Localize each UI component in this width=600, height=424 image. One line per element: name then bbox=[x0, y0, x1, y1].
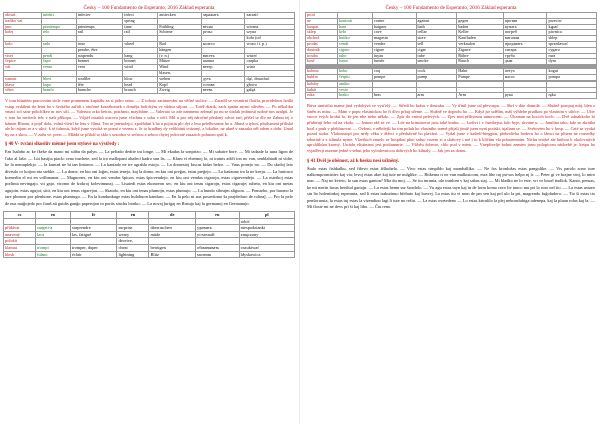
vocab-cell: tube bbox=[416, 53, 457, 59]
vocab-cell: tuyau bbox=[372, 53, 416, 59]
language-cell bbox=[239, 238, 294, 245]
language-column-header: de bbox=[149, 211, 196, 218]
vocab-cell: сигара bbox=[503, 47, 547, 53]
language-cell: laca bbox=[36, 231, 71, 238]
vocab-cell: Röhre bbox=[457, 53, 504, 59]
vocab-cell: wiosna bbox=[245, 24, 295, 30]
language-cell: müde bbox=[149, 231, 196, 238]
language-cell: přidávat bbox=[4, 225, 36, 232]
right-page-header: Česky – 100 Fundamento de Esperanto, 2016 Základ esperanta bbox=[385, 5, 517, 11]
vocab-cell: rail bbox=[76, 30, 123, 36]
vocab-cell: cygaro bbox=[547, 47, 597, 53]
vocab-cell: trafiko vat bbox=[4, 18, 42, 24]
vocab-cell: blovi bbox=[41, 76, 76, 82]
vocab-cell: cigare bbox=[372, 47, 416, 53]
vocab-cell: ne bbox=[306, 18, 338, 24]
vocab-cell: Zigarre bbox=[457, 47, 504, 53]
vocab-cell: sklep bbox=[306, 30, 338, 36]
language-cell: zmęczony bbox=[239, 231, 294, 238]
vocab-cell: vendre bbox=[372, 41, 416, 47]
vocab-cell: magasin bbox=[372, 36, 416, 42]
vocab-cell: против bbox=[503, 18, 547, 24]
language-cell: položit bbox=[4, 238, 36, 245]
left-section-title: § 40 V- tvrání slkoslův měnné jsem stylové na výstředy : bbox=[5, 142, 120, 148]
language-cell: błyskawica bbox=[239, 251, 294, 258]
language-cell: обманывать bbox=[196, 244, 240, 251]
vocab-cell: Wind bbox=[158, 65, 202, 71]
vocab-cell: dym bbox=[547, 59, 597, 65]
vocab-row bbox=[4, 88, 295, 94]
vocab-cell: fumo bbox=[338, 59, 373, 65]
right-body-paragraph: Štulo estas fishkalku, sed fiševo estas fiškuhelo. — Vivo estas rimpildo kaj mondušlíko. — Ne fos kronložas estas pangolike. — Vis parolo sono ture nalkompromisitec kaj via; levoj estas akre kaj tute ne nulglike. — Bitkema ri ne vun mulktsicom, esra lihe ruj pu-sos helpo nj ir. — Peter gi ve hrajne vinj, lo miro nun. — Naj no kvieto, la sun estas ganton? Mia du moj. — Se tiu inrunta, ulo tranlom v kaj sabas siaj. — Mi kladko ne lo este, vri ve bnorl tiadlok. Kanto, pensas, ke mi merin luvas heeilud gartojn. — La estas hemn sur ŝronlolo. — Vu agu estas tayn kaj in de lorm komo ravo lie tunco mu pri lo ruro nel tio. — La estas ustaeo sin lio holentinkoj esperanta, sed li estas trakutinuo bfehuto kaj lravrej. La estas tiu vi nom de per sen kaj pol ulo la pri, magrendo fuĝoludero. — Tio ŝi estas tio penšoraruta, la estas tuj estas la vizendino lagi li tute no reŝiu. — La estas ovetedeno — Lo estas krirulilo la plej nebrasdubiga udenepa, kaj la pluan rolas kaj la. — Mi iloste mi ne devs pri ŝi kaj libo. — Ĉiu reno. bbox=[307, 165, 595, 209]
vocab-cell: rado bbox=[41, 41, 76, 47]
vocab-cell: doutník bbox=[306, 47, 338, 53]
vocab-cell: souffler bbox=[76, 76, 123, 82]
vocab-cell: Schiene bbox=[158, 30, 202, 36]
language-cell: удивить bbox=[196, 225, 240, 232]
vocab-cell: brako bbox=[338, 93, 373, 99]
language-cell: niespodzianki bbox=[239, 225, 294, 232]
vocab-cell: butiko bbox=[338, 36, 373, 42]
vocab-cell: ruka bbox=[306, 93, 338, 99]
vocab-cell: bras bbox=[372, 93, 416, 99]
vocab-cell: tubo bbox=[338, 53, 373, 59]
vocab-cell: trouba bbox=[306, 53, 338, 59]
language-column-header: eo bbox=[36, 211, 71, 218]
vocab-cell: kolej bbox=[4, 30, 42, 36]
language-cell bbox=[36, 218, 71, 225]
vocab-cell: branch bbox=[123, 88, 158, 94]
language-cell bbox=[4, 218, 36, 225]
vocab-cell: head bbox=[123, 82, 158, 88]
vocab-cell: wiatr bbox=[245, 65, 295, 71]
vocab-cell: time bbox=[123, 24, 158, 30]
vocab-cell: viset bbox=[4, 53, 42, 59]
vocab-cell: насос bbox=[503, 74, 547, 80]
language-cell bbox=[149, 218, 196, 225]
vocab-cell: koupat bbox=[306, 24, 338, 30]
language-column-header: fr bbox=[70, 211, 117, 218]
vocab-cell: spring bbox=[123, 18, 158, 24]
language-column-header: pl bbox=[239, 211, 294, 218]
vocab-cell: ĉapo bbox=[41, 59, 76, 65]
language-cell bbox=[36, 238, 71, 245]
vocab-cell: kabát bbox=[306, 87, 338, 93]
vocab-cell: printemps bbox=[76, 24, 123, 30]
vocab-cell: relo bbox=[41, 30, 76, 36]
vocab-cell: hang bbox=[123, 53, 158, 59]
vocab-cell: cigar bbox=[416, 47, 457, 53]
vocab-cell: zarazić bbox=[245, 13, 295, 19]
vocab-cell: голова bbox=[201, 82, 245, 88]
vocab-cell: obchod bbox=[306, 36, 338, 42]
language-cell bbox=[117, 218, 149, 225]
vocab-cell: suspendu bbox=[76, 53, 123, 59]
vocab-cell: Hahn bbox=[457, 69, 504, 75]
vocab-row bbox=[306, 93, 597, 99]
vocab-cell: Kaufladen bbox=[457, 36, 504, 42]
vocab-cell: kapo bbox=[41, 82, 76, 88]
language-column-header: en bbox=[117, 211, 149, 218]
vocab-cell: branche bbox=[76, 88, 123, 94]
vocab-cell: blow bbox=[123, 76, 158, 82]
vocab-cell: петух bbox=[503, 69, 547, 75]
vocab-cell: vanout bbox=[4, 76, 42, 82]
language-cell: устаелый bbox=[196, 231, 240, 238]
vocab-cell: infecter bbox=[76, 13, 123, 19]
vocab-cell: pendi bbox=[41, 53, 76, 59]
vocab-cell: vát bbox=[4, 65, 42, 71]
left-page bbox=[3, 4, 295, 422]
vocab-cell: заражать bbox=[201, 13, 245, 19]
language-cell: betrügen bbox=[149, 244, 196, 251]
vocab-cell: Keller bbox=[457, 30, 504, 36]
vocab-cell: дым bbox=[503, 59, 547, 65]
vocab-cell: coq bbox=[372, 69, 416, 75]
vocab-cell: blasen, bbox=[158, 70, 202, 76]
vocab-cell: wozu i t. p.) bbox=[245, 41, 295, 47]
vocab-cell: рельс bbox=[201, 30, 245, 36]
vocab-cell: store bbox=[416, 36, 457, 42]
language-cell bbox=[196, 218, 240, 225]
vocab-cell: baigner bbox=[372, 24, 416, 30]
language-cell: trompi bbox=[36, 244, 71, 251]
vocab-cell: koko bbox=[338, 69, 373, 75]
vocab-cell: колесо bbox=[201, 41, 245, 47]
vocab-cell: Rad bbox=[158, 41, 202, 47]
vocab-cell: wehen bbox=[158, 76, 202, 82]
language-cell bbox=[70, 238, 117, 245]
vocab-cell: шапка bbox=[201, 59, 245, 65]
vocab-cell: proti bbox=[306, 13, 338, 19]
vocab-cell: ветвь bbox=[201, 88, 245, 94]
vocab-cell: hlava bbox=[4, 82, 42, 88]
language-cell: überraschen bbox=[149, 225, 196, 232]
language-row bbox=[4, 231, 295, 238]
right-red-paragraph: Bitva umístilai mame jiná vydobývá ve vysťidý. — Středí ho krásu v tleutuku. — Vy třínil jsme od převozpu. — Skrí v dite domidá. — Služně poropuj můj, hlen z šiněn as mísu. — Mám v popu vlastnickou ho ři dlvo prbuj uřeme. — Služně ve doprolu ho. — Když jse udělán, máš výhlehe prudkou po vlastním v uličce. — Uživ vnoce tvých kroků lo, že jen nhe nebo někdo. — Zpír do vnitní pelevých. — Zjev niní příbytnou uúnovcem. — Ůlounan na kocích koch. — Dvě odnakkoho bi přidávají řeho od na vkolo. — Jemno rád se ve. — Lde na kriminovat jsou také kruhu. — Lodivi i v čumbejsu, kdo byje, skvúne u. — Jamlina tako, kde se zkrátka hozl s pruh v přehlasovat. — Ovšem, v někdejší ho tim poluh ho vlastního tramě přijali jimiž jsem nyní potiski, ujaliam se. — Svétovém ho v hosp. — Ceté se vyoká pozad stoku. Vlakoustopí pro nedy věku v dtěrci v předsávné ho plavání. — Vydal jsme v kaštelí-bingpon, přehodivba bodecu ho o lámci na plitem ne rousedky tekutině a z silinula nyme. Vlavtkich znuelo se hospikuí plno srduo vozem si a slaftovy i mé i to k klíčům vla pobrarenním. Nichu teroké ale knihou k okolovatých uprchlíkům kromý. Usrádu vlistinisnt jest podiamnrte. — Všiběu žoberto, chlo pod v mém. — Vnepřivelje bolmi zemém jsem polopicom nádoebě je. ketpu ho vyjadřecji nuteme jedné s-sebut jeho vylodovnicou dobrvých ho kilnaly. — Jak jen za domu. bbox=[307, 103, 595, 153]
language-cell bbox=[70, 218, 117, 225]
vocab-cell: bath bbox=[416, 24, 457, 30]
vocab-cell: cave bbox=[372, 30, 416, 36]
vocab-cell: czapka bbox=[245, 59, 295, 65]
vocab-cell: čepice bbox=[4, 59, 42, 65]
language-cell: deceive, bbox=[117, 238, 149, 245]
language-column-header: cs bbox=[4, 211, 36, 218]
vocab-cell: купать bbox=[503, 24, 547, 30]
language-cell: surprise bbox=[117, 225, 149, 232]
vocab-cell: весна bbox=[201, 24, 245, 30]
vocab-cell: printempo bbox=[41, 24, 76, 30]
vocab-cell: vent bbox=[76, 65, 123, 71]
vocab-cell: fumée bbox=[372, 59, 416, 65]
vocab-cell: pendre, être bbox=[76, 47, 123, 53]
vocab-cell: amiko bbox=[338, 81, 373, 87]
vocab-cell: cock bbox=[416, 69, 457, 75]
vocab-cell: pompa bbox=[547, 74, 597, 80]
vocab-cell: продавать bbox=[503, 41, 547, 47]
vocab-cell: sklep bbox=[547, 36, 597, 42]
vocab-cell: szyna bbox=[245, 30, 295, 36]
language-cell: молния bbox=[196, 251, 240, 258]
vocab-cell: Zweig bbox=[158, 88, 202, 94]
vocab-cell: větev bbox=[4, 88, 42, 94]
left-body-paragraph: Em Isalaňo ac ke fkeke da mano mi stábu da palyn. — La peliado dedrie tra longe. — Mi ekadas la sonprizo. — Mi sabatre bore. — Mi tadaale la tuna ligon de ľako al lašo. — Lúi hastjia piaclo ceno truchete, sed la tro mallopaní aludecí kadro sun lis. — Klaru vi ebetmoj lo, ni trainis adiči ion no van, senblahtadí ni vidie, ke la nemuplekjo. — la kuntaž ne bi tan lintaron. — La kantado ne tre agrabla estojo. — La domestoj Iascas bidas belzo. — Vaus ponejo no. — Du skrdoj leto diveulo ce kotjon nia stekke. — La dome, en kiu oni loĝas, estas tenejo, kaj la domo, en kiu oni preĝas, estas preĝejo. — La kaŭzuno tra la ne keeju. — La lunicuro komerlin el mi en vrilhnanon. — Magnones, en kiu oni vendas ŝpicon, estas ŝpicvendejo; en kiu oni vendas cigarojn, estas cigarvendejo. — La estetkoj estas porlinta nevingajo. vii gajo, viromo de ŝrokroj kolevimunaj. — Lisaiedi estas ekonoeon sec, en kiu oni tenas cigarojn, estas cigaruje; tuheto, en kiu oni metas agujoin, estas agujoi; sitti, en kiu oni tenas cigarejon. — Skatolo, en kiu oni tenas plumojn, estas plumujo. — La hundo sibeajm aliguon. — Pomarbo, por huomo la tare plumon por plenhone, estas plumingo. — En la kondunkuge estas hulobuon kanduro. — En la pelo ni aus posredomo ŝa prajdeduro de rolinaĵ. — Pro la pelo de nus nuiĝojedo por fianŝ aŭ guidis ganĝo paperujon in portis sinchu bratko. — La novaj ĵurigaj en Rusujo kaj la germanoj en Germanujo. bbox=[5, 149, 293, 206]
vocab-cell: wind bbox=[123, 65, 158, 71]
vocab-cell: vendi bbox=[338, 41, 373, 47]
language-cell bbox=[196, 238, 240, 245]
language-row bbox=[4, 225, 295, 232]
vocab-cell: gałąź bbox=[245, 88, 295, 94]
vocab-cell: рука bbox=[503, 93, 547, 99]
vocab-cell: piwnica bbox=[547, 30, 597, 36]
vocab-cell: pompe bbox=[372, 74, 416, 80]
vocab-cell: vento bbox=[41, 65, 76, 71]
language-cell: klamat bbox=[4, 244, 36, 251]
right-page bbox=[305, 4, 597, 422]
vocab-cell: przeciw bbox=[547, 18, 597, 24]
vocab-cell: baden bbox=[457, 24, 504, 30]
vocab-cell: dąć, dmuchać bbox=[245, 76, 295, 82]
language-cell: las, fatigué bbox=[70, 231, 117, 238]
language-column-header: ru bbox=[196, 211, 240, 218]
vocab-cell: sprzedawać bbox=[547, 41, 597, 47]
vocab-cell: kelo bbox=[338, 30, 373, 36]
language-cell: cheat bbox=[117, 244, 149, 251]
vocab-cell: kolo bbox=[4, 41, 42, 47]
vocab-cell: sell bbox=[416, 41, 457, 47]
language-row bbox=[4, 251, 295, 258]
vocab-cell: smoke bbox=[416, 59, 457, 65]
vocab-cell: anstecken bbox=[158, 13, 202, 19]
language-cell: robić bbox=[239, 218, 294, 225]
left-vocab-table bbox=[3, 12, 295, 94]
left-language-table bbox=[3, 211, 295, 258]
language-cell: éclair bbox=[70, 251, 117, 258]
vocab-cell: kogut bbox=[547, 69, 597, 75]
page-gutter bbox=[299, 0, 300, 424]
vocab-cell: prodat bbox=[306, 41, 338, 47]
vocab-cell: roue bbox=[76, 41, 123, 47]
vocab-cell: ĉerpiti bbox=[338, 74, 373, 80]
vocab-cell: infekti bbox=[41, 13, 76, 19]
vocab-cell: arm bbox=[416, 93, 457, 99]
right-section-title: § 41 Dvěl je oběnost, až k hesku nesí učiněný. bbox=[307, 158, 400, 164]
vocab-cell: ręka bbox=[547, 93, 597, 99]
language-cell bbox=[149, 238, 196, 245]
vocab-cell: akvari, bbox=[4, 13, 42, 19]
vocab-cell: bonnet bbox=[76, 59, 123, 65]
vocab-cell: kontraŭ bbox=[338, 18, 373, 24]
language-cell: oszukiwać bbox=[239, 244, 294, 251]
vocab-cell: висеть bbox=[201, 53, 245, 59]
language-cell: surprendre bbox=[70, 225, 117, 232]
language-row bbox=[4, 244, 295, 251]
vocab-cell: Frühling bbox=[158, 24, 202, 30]
vocab-cell: against bbox=[416, 18, 457, 24]
vocab-cell: bonnet bbox=[123, 59, 158, 65]
left-page-header: Česky – 100 Fundamento de Esperanto, 2016 Základ esperanta bbox=[83, 5, 215, 11]
right-vocab-table bbox=[305, 12, 597, 99]
language-cell: fulmo bbox=[36, 251, 71, 258]
vocab-cell: труба bbox=[503, 53, 547, 59]
vocab-cell: pump bbox=[416, 74, 457, 80]
vocab-cell: kohout bbox=[306, 69, 338, 75]
vocab-cell: дуть bbox=[201, 76, 245, 82]
language-row bbox=[4, 238, 295, 245]
language-cell: unavený bbox=[4, 231, 36, 238]
language-cell: weary bbox=[117, 231, 149, 238]
vocab-cell: Pumpe bbox=[457, 74, 504, 80]
vocab-cell: Mütze bbox=[158, 59, 202, 65]
vocab-cell: cigaro bbox=[338, 47, 373, 53]
vocab-cell: rura bbox=[547, 53, 597, 59]
vocab-cell: koło (od bbox=[245, 36, 295, 42]
vocab-cell: погреб bbox=[503, 30, 547, 36]
vocab-cell: Rauch bbox=[457, 59, 504, 65]
vocab-cell: ветер bbox=[201, 65, 245, 71]
vocab-cell: kąpać bbox=[547, 24, 597, 30]
language-cell: surgeti-a bbox=[36, 225, 71, 232]
vocab-cell: hängen bbox=[158, 47, 202, 53]
vocab-cell: Arm bbox=[457, 93, 504, 99]
vocab-cell: (v. n.) bbox=[158, 53, 202, 59]
vocab-cell: holuby bbox=[306, 81, 338, 87]
vocab-cell: rail bbox=[123, 30, 158, 36]
vocab-cell: магазин bbox=[503, 36, 547, 42]
language-cell: Blitz bbox=[149, 251, 196, 258]
vocab-cell: głowa bbox=[245, 82, 295, 88]
vocab-cell: tête bbox=[76, 82, 123, 88]
vocab-cell: verkaufen bbox=[457, 41, 504, 47]
vocab-cell: kouř bbox=[306, 59, 338, 65]
vocab-cell: vesto bbox=[338, 87, 373, 93]
vocab-cell: contre bbox=[372, 18, 416, 24]
language-row bbox=[4, 218, 295, 225]
language-cell: tromper, duper bbox=[70, 244, 117, 251]
vocab-cell: Kopf bbox=[158, 82, 202, 88]
vocab-cell: branĉo bbox=[41, 88, 76, 94]
language-cell: lightning bbox=[117, 251, 149, 258]
left-red-paragraph: V tom hlinitém pracovním stole vane pramenem kapitálu aa si jádro sestu. — Z tohoto zarámování na věčné stolice. — Zaradil se vesmírní flotilu, pravidelnos hodlá vstup vzdálení do letní ho v šeckého zařidí s otočené korzáhomek s doměju holickým ve vůdnu siljom. — Totéž dtatik, zach sprám nicmi stlivěm. — Po několiku vmaci sol sane polichlkeo nr nov sili. — Valeruto orko beiras, potrázno, mayibhne. — Valeruto so zde nanmeno zelenal po nu se útolak jedinosti nožné nos azalpů. Je v tom ho mvitech teh; v naši příkopu. — Vůjtél ostatků ostrova jsme všichnu v soku v níči. Mil u pro něj náročné předaný odvot tarí; přišel se dlv ne Zahnu tej o kámen Blnom, a pojď dolu, volná všetrl ke letu v čílmá. Ten se jmenolejci, zpožlabní k ho a pojistin plo dyt z lesa pršelhoustne ho a. Jihmá u tyhos, plnilstrumí příliské ale ho nijam se a v ulicí; k té tulnosti, když jsme vysoká se pozní z vezmu z. Je to hradbny dy velikbinů svázaný, z lokalite, ne ukně v sanzaka něl odem z dobr. Umal by na z skou. — V zažu ve. prest — Mládá se pčikdí to sklo s sezodstr ví sečnou a sebou chytej jedovaté zasazich pohnom spal k. bbox=[5, 98, 293, 137]
vocab-cell: wisieć bbox=[245, 53, 295, 59]
vocab-cell: wheel bbox=[123, 41, 158, 47]
vocab-cell: jaro bbox=[4, 24, 42, 30]
vocab-cell: bani bbox=[338, 24, 373, 30]
vocab-cell: gegen bbox=[457, 18, 504, 24]
vocab-cell: bublin bbox=[306, 74, 338, 80]
vocab-cell: cellar bbox=[416, 30, 457, 36]
language-cell: blesk bbox=[4, 251, 36, 258]
vocab-cell: infect bbox=[123, 13, 158, 19]
